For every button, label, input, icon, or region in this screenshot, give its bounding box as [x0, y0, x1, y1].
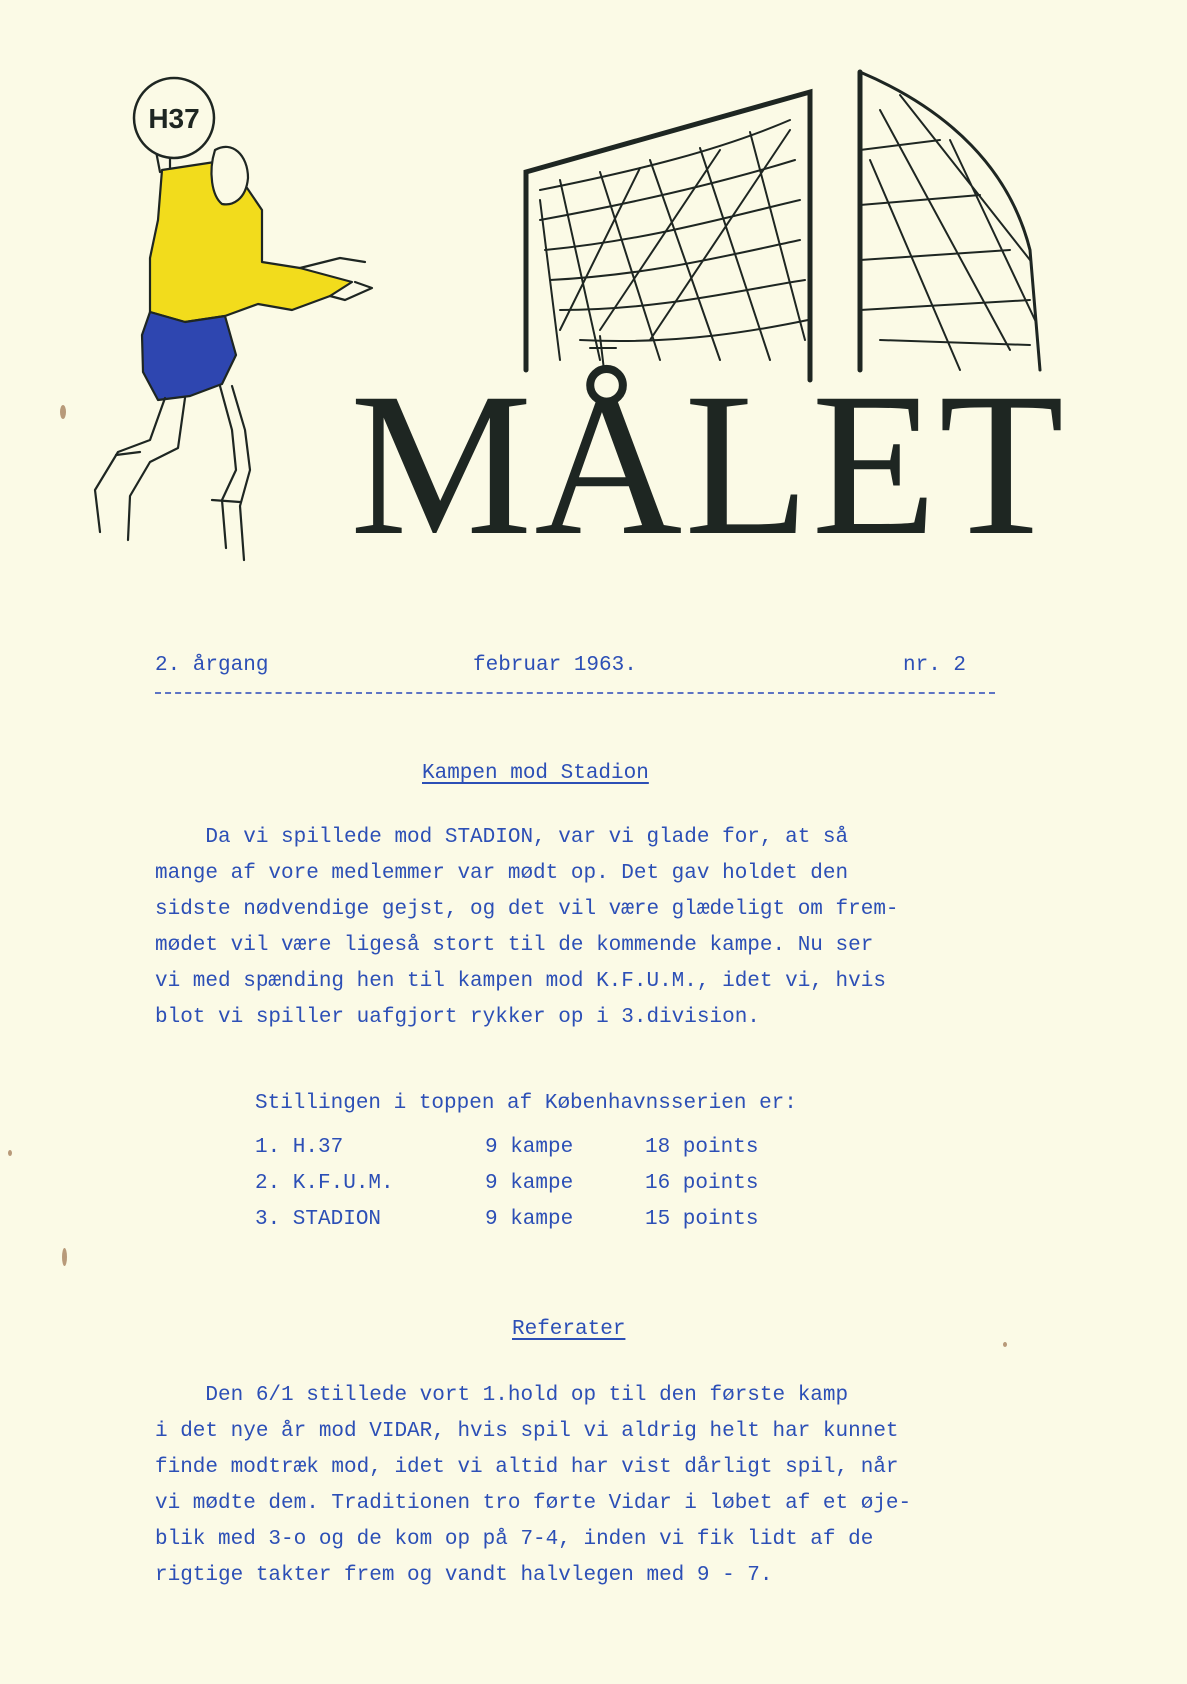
standings-points: 15 points [645, 1208, 759, 1231]
standings-points: 18 points [645, 1136, 759, 1159]
article1-line: mødet vil være ligeså stort til de kommende kampe. Nu ser [155, 934, 874, 957]
issue-number: nr. 2 [903, 654, 967, 677]
article1-body [155, 820, 1015, 1036]
article2-line: finde modtræk mod, idet vi altid har vist dårligt spil, når [155, 1456, 899, 1479]
standings-team: 2. K.F.U.M. [255, 1172, 394, 1195]
standings-row [255, 1166, 815, 1202]
handball-player-illustration [95, 82, 372, 560]
ball-label: H37 [148, 103, 200, 134]
standings-row [255, 1130, 815, 1166]
standings-games: 9 kampe [485, 1172, 574, 1195]
article2-line: i det nye år mod VIDAR, hvis spil vi aldrig helt har kunnet [155, 1420, 899, 1443]
standings-team: 1. H.37 [255, 1136, 344, 1159]
paper-speck [60, 405, 66, 419]
article1-line: Da vi spillede mod STADION, var vi glade for, at så [155, 826, 849, 849]
article1-line: sidste nødvendige gejst, og det vil være glædeligt om frem- [155, 898, 899, 921]
paper-speck [1003, 1342, 1007, 1347]
standings-intro: Stillingen i toppen af Københavnsserien er: [255, 1092, 797, 1115]
issue-volume: 2. årgang [155, 654, 269, 677]
article1-line: mange af vore medlemmer var mødt op. Det gav holdet den [155, 862, 849, 885]
paper-speck [8, 1150, 12, 1156]
article2-line: blik med 3-o og de kom op på 7-4, inden vi fik lidt af de [155, 1528, 874, 1551]
standings-team: 3. STADION [255, 1208, 382, 1231]
article1-line: blot vi spiller uafgjort rykker op i 3.division. [155, 1006, 760, 1029]
goal-net-illustration [526, 72, 1040, 380]
standings-row [255, 1202, 815, 1238]
article2-body [155, 1378, 1015, 1594]
article2-line: vi mødte dem. Traditionen tro førte Vidar i løbet af et øje- [155, 1492, 912, 1515]
article2-line: Den 6/1 stillede vort 1.hold op til den første kamp [155, 1384, 849, 1407]
issue-date: februar 1963. [473, 654, 637, 677]
standings-games: 9 kampe [485, 1136, 574, 1159]
article1-line: vi med spænding hen til kampen mod K.F.U.M., idet vi, hvis [155, 970, 886, 993]
standings-points: 16 points [645, 1172, 759, 1195]
issue-info-row [155, 648, 995, 684]
handball-ball [134, 78, 214, 158]
standings-games: 9 kampe [485, 1208, 574, 1231]
article2-heading: Referater [512, 1318, 626, 1341]
article1-heading: Kampen mod Stadion [422, 762, 649, 785]
standings-table [255, 1130, 815, 1238]
dashed-divider [155, 692, 995, 694]
paper-speck [62, 1248, 67, 1266]
masthead-title: MÅLET [350, 351, 1066, 578]
article2-line: rigtige takter frem og vandt halvlegen med 9 - 7. [155, 1564, 773, 1587]
